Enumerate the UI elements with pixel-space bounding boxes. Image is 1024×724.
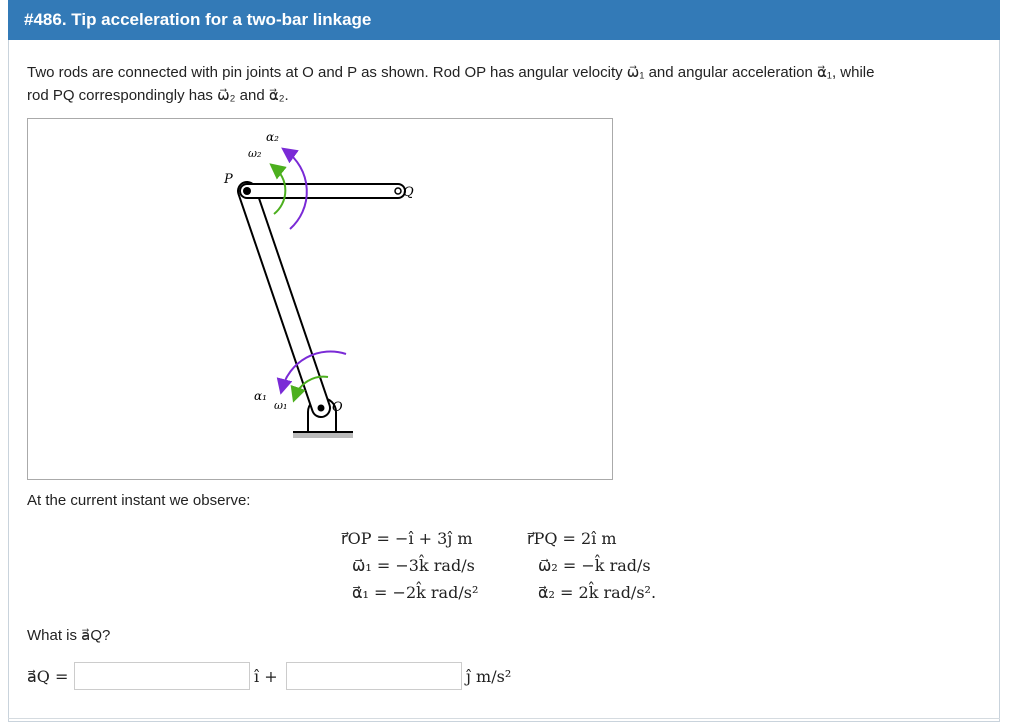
label-o: O — [332, 400, 343, 415]
problem-title: #486. Tip acceleration for a two-bar linkage — [8, 0, 1000, 40]
label-q: Q — [403, 185, 414, 200]
rod-op — [247, 191, 321, 408]
answer-x-input[interactable] — [74, 662, 250, 690]
pin-p — [243, 187, 251, 195]
answer-lhs: a⃗Q = — [27, 667, 69, 686]
linkage-figure — [27, 118, 613, 480]
answer-y-input[interactable] — [286, 662, 462, 690]
eq-alpha2: α⃗₂ = 2k̂ rad/s². — [538, 583, 657, 602]
eq-alpha1: α⃗₁ = −2k̂ rad/s² — [352, 583, 479, 602]
linkage-diagram — [28, 119, 612, 479]
intro-line-2: rod PQ correspondingly has ω⃗₂ and α⃗₂. — [27, 87, 289, 104]
eq-omega1: ω⃗₁ = −3k̂ rad/s — [352, 556, 475, 575]
pin-q — [395, 188, 401, 194]
intro-line-1: Two rods are connected with pin joints at O and P as shown. Rod OP has angular velocity ω⃗₁ and angular acceleration α⃗₁, while — [27, 64, 875, 81]
eq-r-pq: r⃗PQ = 2ı̂ m — [527, 529, 617, 548]
observe-label: At the current instant we observe: — [27, 492, 251, 509]
answer-j-unit: ȷ̂ m/s² — [466, 667, 512, 686]
label-omega2: ω₂ — [248, 147, 262, 160]
answer-i-unit: ı̂ + — [254, 667, 278, 686]
pin-o — [318, 405, 325, 412]
bottom-divider — [8, 718, 1000, 719]
label-alpha2: α₂ — [266, 130, 279, 144]
label-omega1: ω₁ — [274, 399, 288, 412]
eq-r-op: r⃗OP = −ı̂ + 3ȷ̂ m — [341, 529, 473, 548]
question-text: What is a⃗Q? — [27, 627, 111, 644]
eq-omega2: ω⃗₂ = −k̂ rad/s — [538, 556, 651, 575]
label-p: P — [224, 172, 233, 187]
ground — [293, 433, 353, 438]
label-alpha1: α₁ — [254, 389, 267, 403]
